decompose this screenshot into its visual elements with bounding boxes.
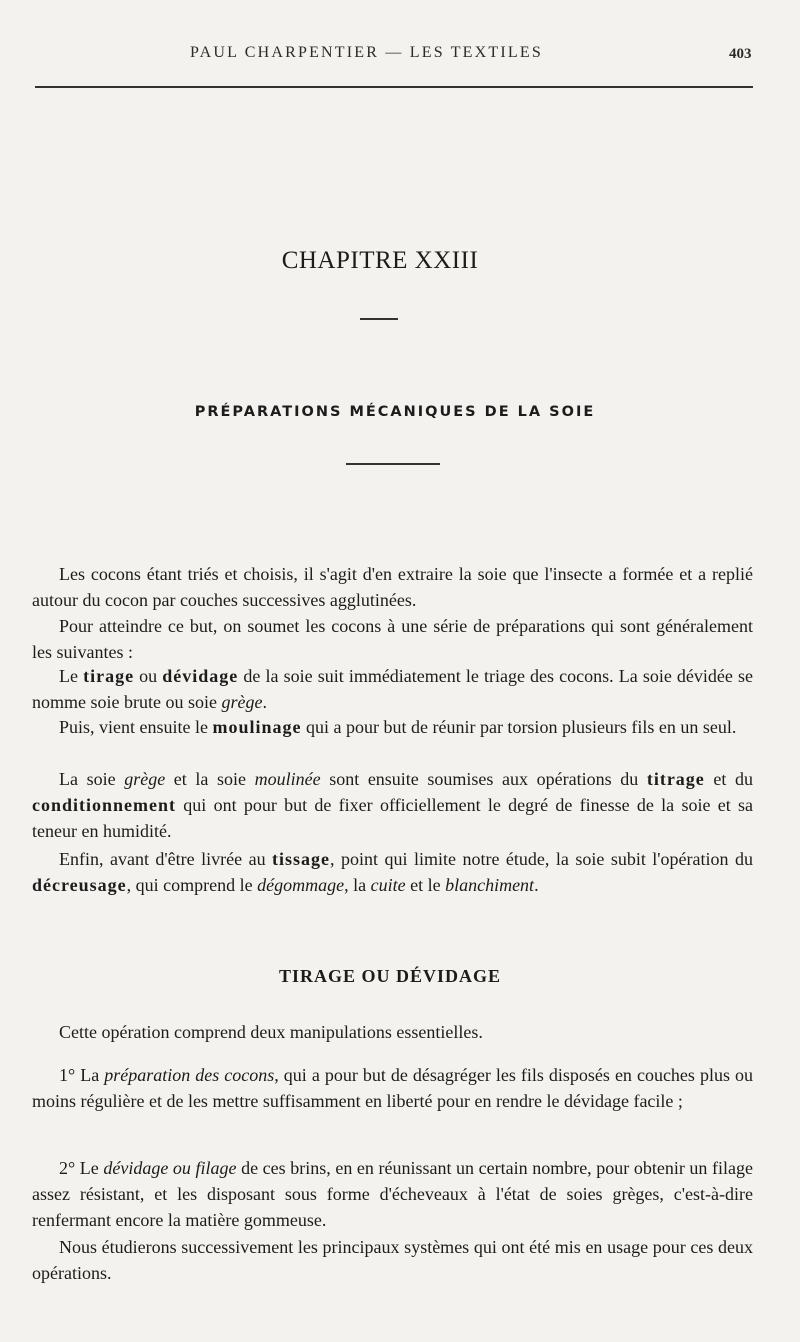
p3-text-e: . <box>262 692 267 713</box>
chapter-divider <box>360 318 398 320</box>
p9-text-a: 2° Le <box>59 1158 104 1178</box>
term-moulinage: moulinage <box>212 717 302 737</box>
p6-text-g: . <box>534 875 539 896</box>
term-tissage: tissage <box>272 849 331 869</box>
paragraph-6 <box>32 846 753 898</box>
paragraph-7: Cette opération comprend deux manipulations essentielles. <box>59 1022 483 1042</box>
p3-text-d: de la soie suit immédiatement le triage des cocons. La soie dévidée se nomme soie brute ou soie <box>32 666 754 713</box>
section-divider <box>346 463 440 465</box>
p5-text-f: qui ont pour but de fixer officiellement le degré de finesse de la soie et sa teneur en humidité. <box>32 795 753 842</box>
paragraph-9 <box>32 1155 753 1234</box>
p6-text-e: , la <box>344 875 371 896</box>
term-tirage: tirage <box>83 666 135 686</box>
section-title: PRÉPARATIONS MÉCANIQUES DE LA SOIE <box>194 404 596 420</box>
p5-text-e: et du <box>704 769 754 789</box>
p4-text-c: qui a pour but de réunir par torsion plusieurs fils en un seul. <box>301 717 737 737</box>
paragraph-2: Pour atteindre ce but, on soumet les cocons à une série de préparations qui sont généralement les suivantes : <box>32 616 753 663</box>
term-conditionnement: conditionnement <box>32 795 177 816</box>
p8-text-a: 1° La <box>59 1065 105 1085</box>
page-number: 403 <box>729 46 752 62</box>
term-decreusage: décreusage <box>32 875 127 896</box>
term-degommage: dégommage <box>257 875 345 896</box>
p5-text-d: sont ensuite soumises aux opérations du <box>320 769 647 789</box>
p6-text-a: Enfin, avant d'être livrée au <box>59 849 273 869</box>
term-grege-2: grège <box>124 769 166 789</box>
term-devidage-filage: dévidage ou filage <box>103 1158 237 1178</box>
term-moulinee: moulinée <box>254 769 321 789</box>
header-rule <box>35 86 753 88</box>
term-grege: grège <box>221 692 263 713</box>
p6-text-d: , qui comprend le <box>126 875 258 896</box>
p3-text-c: ou <box>134 666 163 686</box>
term-devidage: dévidage <box>162 666 239 686</box>
subsection-title: TIRAGE OU DÉVIDAGE <box>278 966 502 986</box>
paragraph-10: Nous étudierons successivement les principaux systèmes qui ont été mis en usage pour ces deux opérations. <box>32 1237 753 1284</box>
paragraph-5 <box>32 766 753 845</box>
term-preparation-cocons: préparation des cocons <box>104 1065 275 1085</box>
paragraph-1: Les cocons étant triés et choisis, il s'agit d'en extraire la soie que l'insecte a formée et a replié autour du cocon par couches successives agglutinées. <box>32 564 753 611</box>
running-title: PAUL CHARPENTIER — LES TEXTILES <box>190 44 543 61</box>
term-cuite: cuite <box>370 875 406 896</box>
paragraph-8 <box>32 1062 753 1114</box>
paragraph-4 <box>32 714 753 740</box>
p6-text-f: et le <box>405 875 446 896</box>
p9-text-c: de ces brins, en en réunissant un certain nombre, pour obtenir un filage assez résistant, et les disposant sous forme d'écheveaux à l'état de soies grèges, c'est-à-dire renfermant encore la matière gommeuse. <box>32 1158 753 1231</box>
paragraph-3 <box>32 663 753 715</box>
p3-text-a: Le <box>59 666 84 686</box>
p6-text-c: , point qui limite notre étude, la soie subit l'opération du <box>330 849 754 869</box>
term-blanchiment: blanchiment <box>445 875 535 896</box>
chapter-title: CHAPITRE XXIII <box>281 247 479 274</box>
p5-text-c: et la soie <box>165 769 255 789</box>
p5-text-a: La soie <box>59 769 125 789</box>
p8-text-c: , qui a pour but de désagréger les fils disposés en couches plus ou moins régulière et de les mettre suffisamment en liberté pour en rendre le dévidage facile ; <box>32 1065 753 1112</box>
p4-text-a: Puis, vient ensuite le <box>59 717 213 737</box>
term-titrage: titrage <box>646 769 705 789</box>
